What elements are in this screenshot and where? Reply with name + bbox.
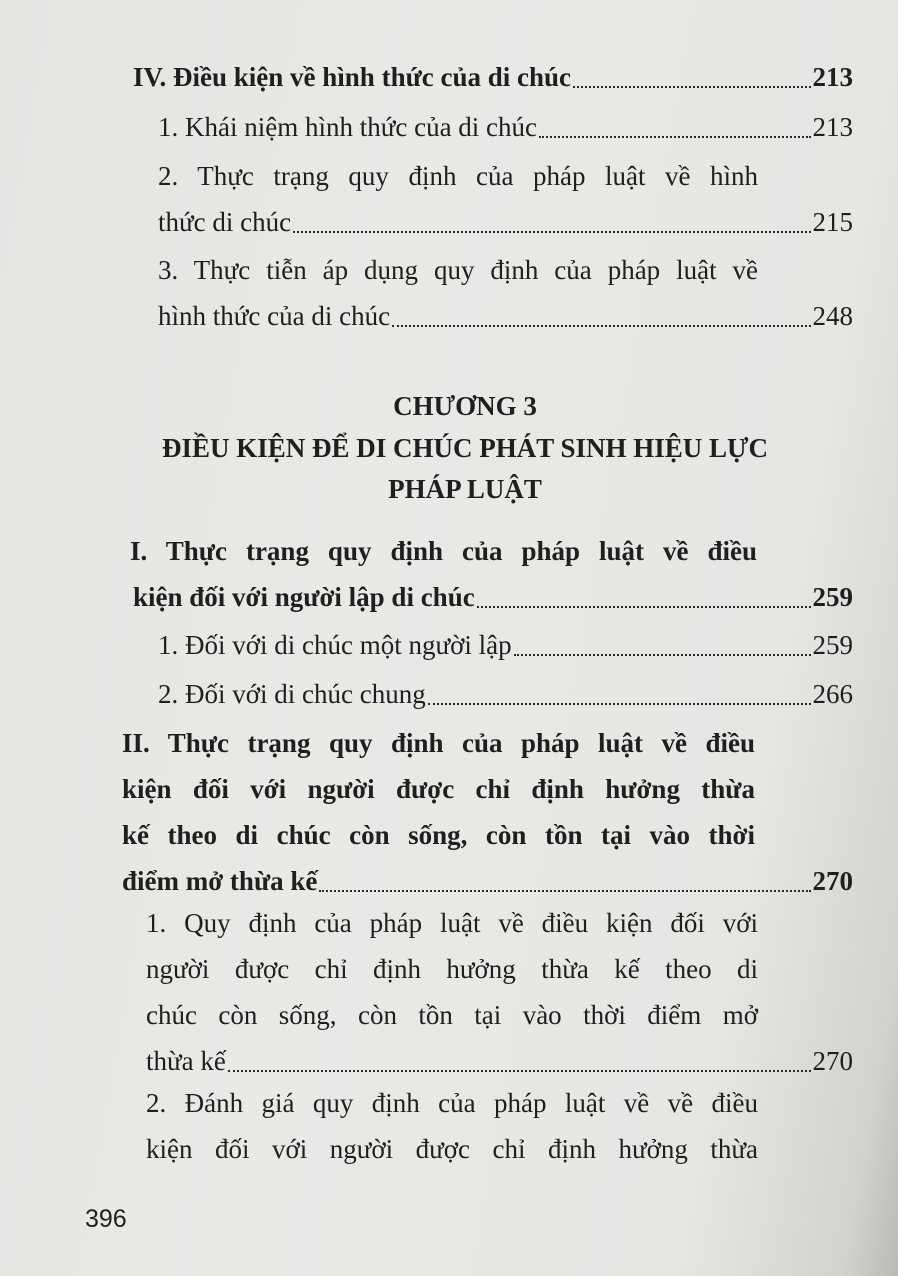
leader-dots: [477, 605, 811, 608]
toc-entry-text: 2. Đối với di chúc chung: [158, 679, 426, 709]
chapter-number: CHƯƠNG 3: [393, 391, 537, 421]
toc-entry-text: kiện đối với người được chỉ định hưởng thừa: [146, 1134, 758, 1164]
toc-item-iv-3: [158, 247, 853, 339]
toc-entry-text: 2. Đánh giá quy định của pháp luật về về điều: [146, 1088, 758, 1118]
toc-entry-text: 1. Quy định của pháp luật về điều kiện đối với: [146, 908, 758, 938]
leader-dots: [514, 653, 811, 656]
toc-page-number: 259: [812, 630, 853, 660]
leader-dots: [573, 85, 810, 88]
toc-entry-text: I. Thực trạng quy định của pháp luật về điều: [130, 536, 757, 566]
leader-dots: [539, 135, 810, 138]
toc-entry-text: thừa kế: [146, 1046, 226, 1076]
toc-entry-text: hình thức của di chúc: [158, 301, 391, 331]
toc-entry-text: II. Thực trạng quy định của pháp luật về điều: [122, 728, 755, 758]
toc-entry-text: 2. Thực trạng quy định của pháp luật về hình: [158, 161, 758, 191]
leader-dots: [392, 324, 810, 327]
toc-entry-text: 3. Thực tiễn áp dụng quy định của pháp luật về: [158, 255, 758, 285]
toc-item-ii-1: [146, 900, 853, 1084]
toc-page-number: 259: [812, 582, 853, 612]
chapter-title-line-2: PHÁP LUẬT: [388, 474, 542, 504]
toc-page-number: 270: [812, 866, 853, 896]
toc-entry-text: chúc còn sống, còn tồn tại vào thời điểm mở: [146, 1000, 758, 1030]
toc-entry-text: kế theo di chúc còn sống, còn tồn tại vào thời: [122, 820, 755, 850]
leader-dots: [319, 889, 810, 892]
toc-page-number: 213: [812, 62, 853, 92]
toc-entry-text: 1. Đối với di chúc một người lập: [158, 630, 512, 660]
toc-section-ii: [122, 720, 853, 904]
toc-page-number: 266: [812, 679, 853, 709]
toc-item-iv-2: [158, 153, 853, 245]
leader-dots: [228, 1069, 811, 1072]
toc-entry-text: điểm mở thừa kế: [122, 866, 318, 896]
toc-entry-text: kiện đối với người được chỉ định hưởng thừa: [122, 774, 755, 804]
leader-dots: [428, 702, 811, 705]
toc-item-iv-1: [158, 104, 853, 150]
toc-page-number: 215: [812, 207, 853, 237]
chapter-title-line-1: ĐIỀU KIỆN ĐỂ DI CHÚC PHÁT SINH HIỆU LỰC: [161, 433, 769, 463]
toc-page-number: 213: [812, 112, 853, 142]
toc-page-number: 248: [812, 301, 853, 331]
toc-entry-text: thức di chúc: [158, 207, 292, 237]
toc-section-i: [130, 528, 853, 620]
toc-item-i-1: [158, 622, 853, 668]
toc-entry-text: kiện đối với người lập di chúc: [133, 582, 475, 612]
toc-entry-text: người được chỉ định hưởng thừa kế theo di: [146, 954, 758, 984]
toc-entry-text: IV. Điều kiện về hình thức của di chúc: [133, 62, 572, 92]
toc-page-number: 270: [812, 1046, 853, 1076]
leader-dots: [293, 230, 810, 233]
toc-item-i-2: [158, 671, 853, 717]
toc-entry-text: 1. Khái niệm hình thức của di chúc: [158, 112, 538, 142]
toc-section-iv: [133, 54, 853, 100]
toc-item-ii-2: [146, 1080, 853, 1172]
page-number: 396: [85, 1205, 127, 1233]
